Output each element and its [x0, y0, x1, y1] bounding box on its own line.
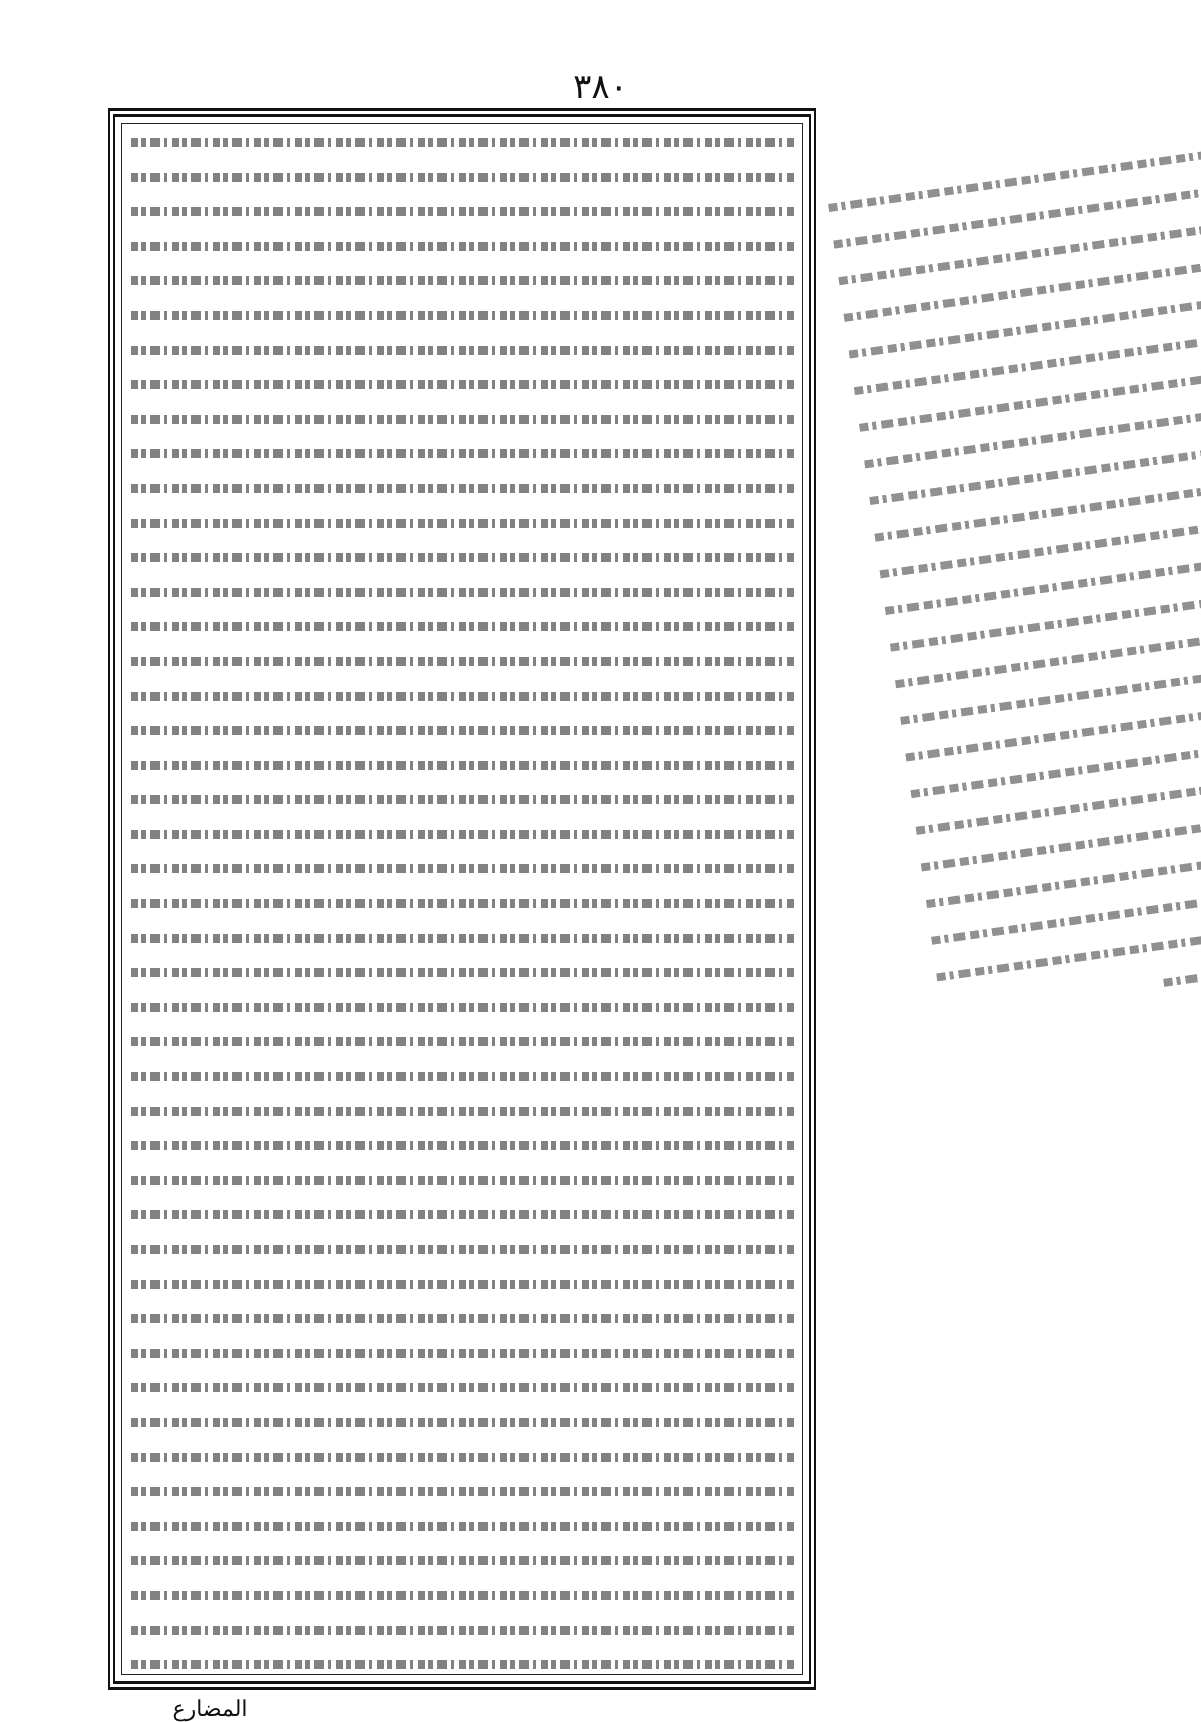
main-text-line	[129, 229, 799, 264]
main-text-line	[129, 402, 799, 437]
main-text-line	[129, 1543, 799, 1578]
main-text-line	[129, 748, 799, 783]
main-text-frame	[108, 108, 816, 1690]
catchword: المضارع	[172, 1697, 248, 1722]
main-text-line	[129, 575, 799, 610]
margin-annotation	[820, 136, 1201, 1033]
main-text-line	[129, 1301, 799, 1336]
main-text-line	[129, 1232, 799, 1267]
main-text-line	[129, 125, 799, 160]
main-text-line	[129, 1059, 799, 1094]
main-text-line	[129, 1267, 799, 1302]
main-text-line	[129, 921, 799, 956]
main-text-line	[129, 782, 799, 817]
main-text-line	[129, 851, 799, 886]
main-text-line	[129, 713, 799, 748]
main-text-line	[129, 1197, 799, 1232]
main-text-line	[129, 471, 799, 506]
main-text-block	[129, 125, 799, 1669]
main-text-line	[129, 886, 799, 921]
main-text-line	[129, 1647, 799, 1682]
main-text-line	[129, 298, 799, 333]
main-text-line	[129, 990, 799, 1025]
main-text-line	[129, 540, 799, 575]
main-text-line	[129, 955, 799, 990]
main-text-line	[129, 1474, 799, 1509]
page-number: ٣٨٠	[573, 67, 628, 107]
main-text-line	[129, 1613, 799, 1648]
main-text-line	[129, 263, 799, 298]
main-text-line	[129, 160, 799, 195]
main-text-line	[129, 1405, 799, 1440]
main-text-line	[129, 436, 799, 471]
main-text-line	[129, 1128, 799, 1163]
main-text-line	[129, 1024, 799, 1059]
main-text-line	[129, 194, 799, 229]
main-text-line	[129, 1578, 799, 1613]
main-text-line	[129, 1094, 799, 1129]
main-text-line	[129, 1509, 799, 1544]
main-text-line	[129, 817, 799, 852]
main-text-line	[129, 679, 799, 714]
main-text-line	[129, 644, 799, 679]
main-text-line	[129, 1163, 799, 1198]
main-text-line	[129, 1336, 799, 1371]
main-text-line	[129, 367, 799, 402]
main-text-line	[129, 1440, 799, 1475]
main-text-line	[129, 333, 799, 368]
main-text-line	[129, 1370, 799, 1405]
main-text-line	[129, 609, 799, 644]
main-text-line	[129, 506, 799, 541]
